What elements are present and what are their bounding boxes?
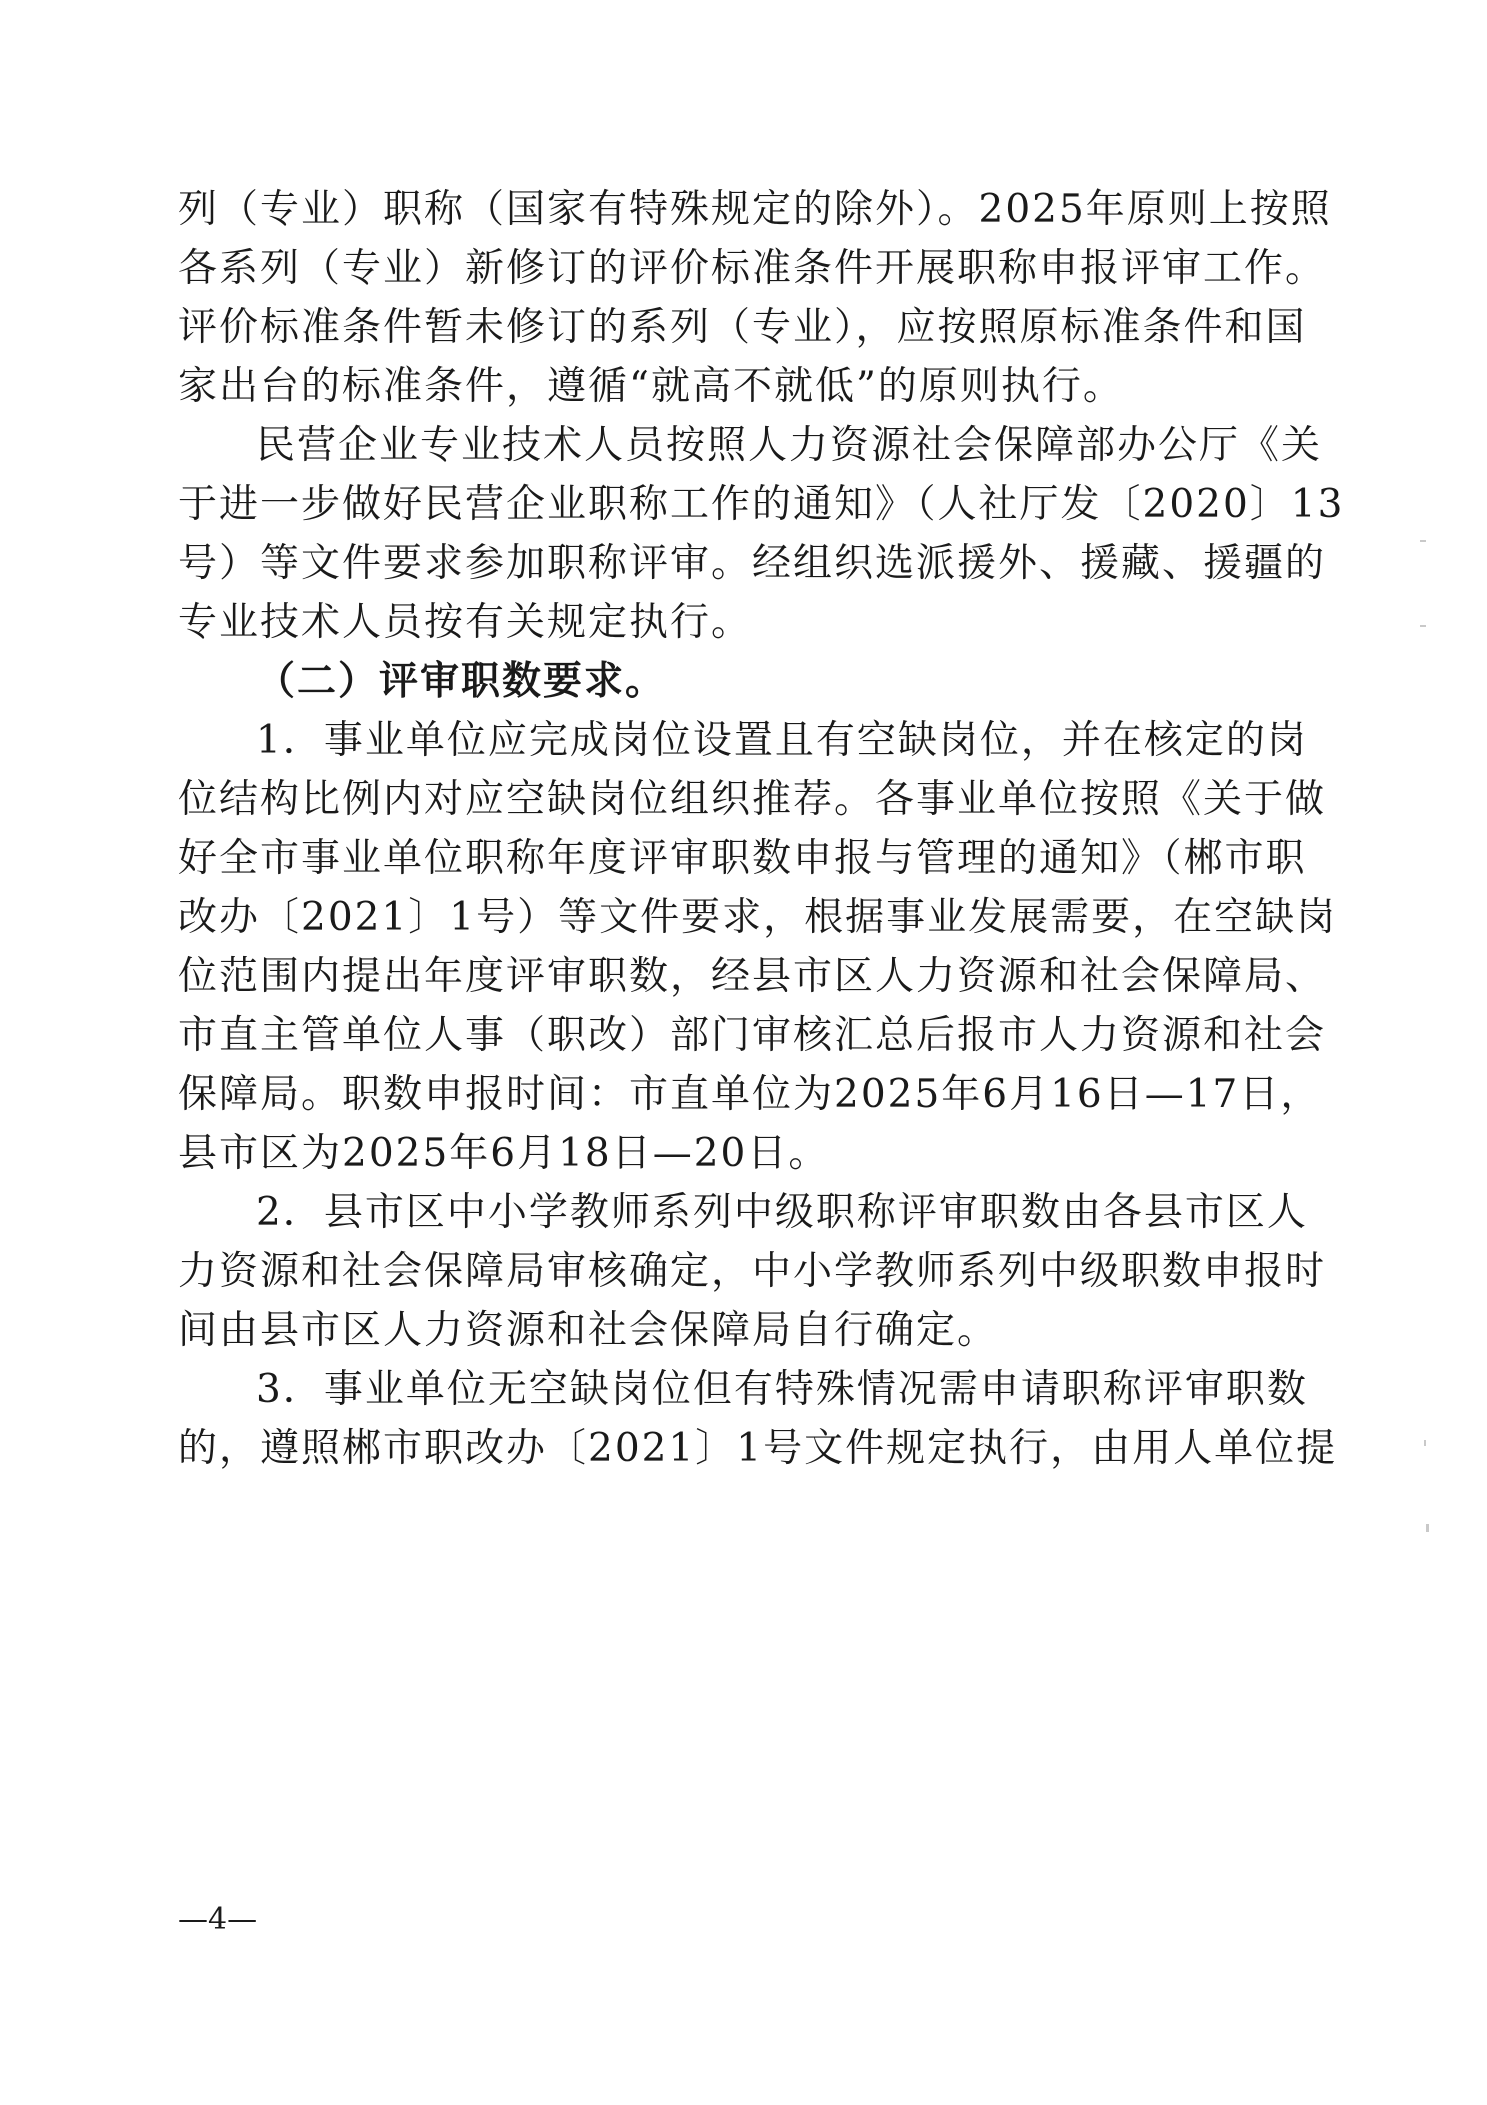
paragraph-line: 列（专业）职称（国家有特殊规定的除外）。2025年原则上按照 [178,187,1332,232]
paragraph-line: 改办〔2021〕1号）等文件要求，根据事业发展需要，在空缺岗 [178,895,1338,940]
paragraph-line: 各系列（专业）新修订的评价标准条件开展职称申报评审工作。 [178,246,1327,291]
paragraph-line: 的，遵照郴市职改办〔2021〕1号文件规定执行，由用人单位提 [178,1426,1338,1471]
paragraph-line: 市直主管单位人事（职改）部门审核汇总后报市人力资源和社会 [178,1013,1327,1058]
page-number: —4— [178,1902,258,1937]
paragraph-line: 位范围内提出年度评审职数，经县市区人力资源和社会保障局、 [178,954,1327,999]
paragraph-line: 于进一步做好民营企业职称工作的通知》（人社厅发〔2020〕13 [178,482,1345,527]
paragraph-line: 家出台的标准条件，遵循“就高不就低”的原则执行。 [178,364,1124,409]
paragraph-line: 号）等文件要求参加职称评审。经组织选派援外、援藏、援疆的 [178,541,1327,586]
paragraph-line: 3．事业单位无空缺岗位但有特殊情况需申请职称评审职数 [256,1367,1308,1412]
scan-speck [1424,1440,1426,1446]
scan-speck [1420,540,1426,542]
paragraph-line: 保障局。职数申报时间：市直单位为2025年6月16日—17日， [178,1072,1322,1117]
paragraph-line: 力资源和社会保障局审核确定，中小学教师系列中级职数申报时 [178,1249,1327,1294]
paragraph-line: 民营企业专业技术人员按照人力资源社会保障部办公厅《关 [256,423,1323,468]
section-heading: （二）评审职数要求。 [256,659,667,704]
paragraph-line: 好全市事业单位职称年度评审职数申报与管理的通知》（郴市职 [178,836,1307,881]
paragraph-line: 间由县市区人力资源和社会保障局自行确定。 [178,1308,999,1353]
paragraph-line: 位结构比例内对应空缺岗位组织推荐。各事业单位按照《关于做 [178,777,1327,822]
paragraph-line: 县市区为2025年6月18日—20日。 [178,1131,830,1176]
scan-speck [1420,625,1426,627]
scan-speck [1426,1524,1429,1532]
paragraph-line: 评价标准条件暂未修订的系列（专业），应按照原标准条件和国 [178,305,1307,350]
paragraph-line: 专业技术人员按有关规定执行。 [178,600,753,645]
paragraph-line: 1．事业单位应完成岗位设置且有空缺岗位，并在核定的岗 [256,718,1308,763]
paragraph-line: 2．县市区中小学教师系列中级职称评审职数由各县市区人 [256,1190,1308,1235]
